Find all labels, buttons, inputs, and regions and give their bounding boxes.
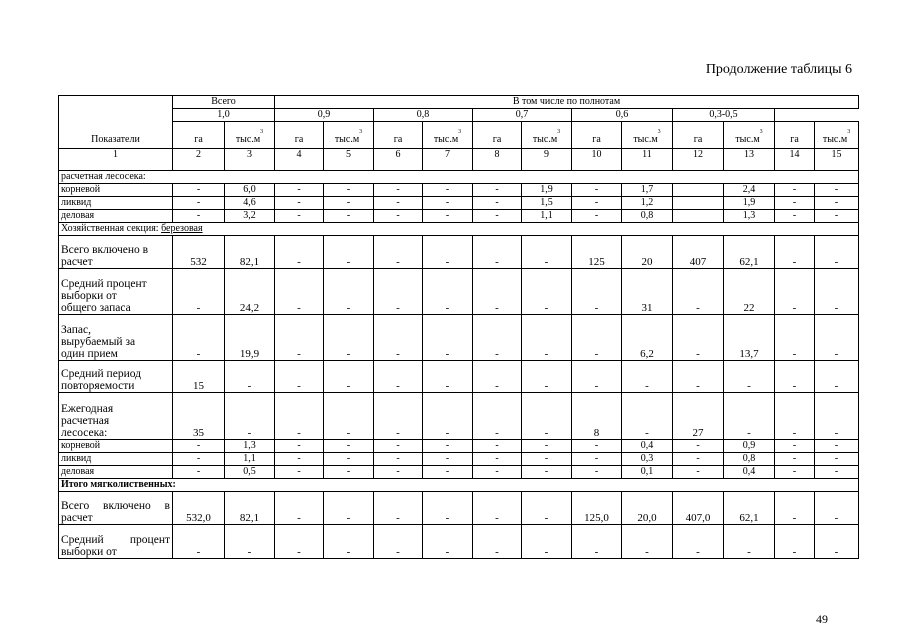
cell-value: - <box>775 525 815 559</box>
cell-value: 82,1 <box>225 236 275 269</box>
cell-value: - <box>724 525 775 559</box>
cell-value: 82,1 <box>225 492 275 525</box>
cell-value: 0,9 <box>724 440 775 453</box>
unit-ha: га <box>473 122 522 149</box>
row-label-line: Запас, <box>61 324 91 336</box>
cell-value: - <box>374 440 423 453</box>
unit-volume-text: тыс.м <box>735 134 760 145</box>
cell-value: - <box>473 466 522 479</box>
row-label: ликвид <box>59 453 173 466</box>
row-label-line: Средний процент <box>61 534 170 546</box>
cell-value: - <box>815 210 859 223</box>
cell-value: - <box>572 197 622 210</box>
cell-value: - <box>374 184 423 197</box>
cell-value: - <box>173 453 225 466</box>
density-header: 0,9 <box>275 109 374 122</box>
unit-volume <box>423 122 473 149</box>
unit-volume-text: тыс.м <box>822 134 848 145</box>
cell-value: - <box>275 269 324 315</box>
cell-value: - <box>572 184 622 197</box>
cell-value: - <box>775 210 815 223</box>
cell-value: 24,2 <box>225 269 275 315</box>
cell-value: - <box>775 197 815 210</box>
row-label-line: Средний период <box>61 368 141 380</box>
unit-volume <box>622 122 673 149</box>
cell-value: - <box>522 466 572 479</box>
column-number: 10 <box>572 149 622 171</box>
cell-value: - <box>423 197 473 210</box>
cell-value: - <box>815 315 859 361</box>
cell-value: - <box>522 393 572 440</box>
unit-volume-text: тыс.м <box>334 134 360 145</box>
cell-value: - <box>775 440 815 453</box>
table-row <box>59 466 859 479</box>
cell-value: - <box>423 393 473 440</box>
header-total: Всего <box>173 96 275 109</box>
density-header: 0,8 <box>374 109 473 122</box>
cell-value <box>673 197 724 210</box>
table-row <box>59 361 859 393</box>
cell-value: - <box>275 236 324 269</box>
cell-value: - <box>522 361 572 393</box>
cell-value: 0,4 <box>622 440 673 453</box>
cell-value: - <box>324 453 374 466</box>
cell-value: 1,1 <box>225 453 275 466</box>
cell-value: - <box>473 440 522 453</box>
cell-value: - <box>473 453 522 466</box>
cell-value: - <box>423 453 473 466</box>
cell-value: 1,3 <box>724 210 775 223</box>
cell-value: - <box>572 361 622 393</box>
cell-value: - <box>374 453 423 466</box>
cell-value: - <box>275 466 324 479</box>
cell-value: - <box>275 361 324 393</box>
section-partial-label: расчетная лесосека: <box>61 171 146 182</box>
cell-value: - <box>173 197 225 210</box>
column-number: 13 <box>724 149 775 171</box>
cell-value: - <box>324 210 374 223</box>
density-header: 1,0 <box>173 109 275 122</box>
cell-value: - <box>572 210 622 223</box>
cell-value: - <box>275 440 324 453</box>
cell-value: 31 <box>622 269 673 315</box>
cell-value: 4,6 <box>225 197 275 210</box>
cell-value: - <box>374 210 423 223</box>
density-header: 0,7 <box>473 109 572 122</box>
unit-volume-sup: 3 <box>557 129 561 135</box>
row-label-line: повторяемости <box>61 380 135 392</box>
cell-value: - <box>374 492 423 525</box>
cell-value: - <box>522 236 572 269</box>
unit-volume-text: тыс.м <box>433 134 459 145</box>
cell-value: - <box>622 361 673 393</box>
row-label-line: Ежегодная <box>61 403 114 415</box>
section-birch-name: березовая <box>161 223 203 234</box>
cell-value: - <box>423 269 473 315</box>
cell-value: 407 <box>673 236 724 269</box>
row-label: деловая <box>59 466 173 479</box>
cell-value: - <box>775 184 815 197</box>
cell-value: - <box>374 315 423 361</box>
forest-table <box>58 95 859 559</box>
density-header: 0,6 <box>572 109 673 122</box>
cell-value: - <box>775 315 815 361</box>
row-label <box>59 269 173 315</box>
cell-value: - <box>473 269 522 315</box>
cell-value: - <box>473 361 522 393</box>
cell-value: 35 <box>173 393 225 440</box>
row-label-line: расчетная <box>61 415 110 427</box>
unit-volume <box>225 122 275 149</box>
cell-value: - <box>423 466 473 479</box>
cell-value: - <box>324 393 374 440</box>
cell-value: - <box>374 466 423 479</box>
cell-value: 3,2 <box>225 210 275 223</box>
cell-value: - <box>423 440 473 453</box>
column-number: 6 <box>374 149 423 171</box>
cell-value: 22 <box>724 269 775 315</box>
unit-volume-sup: 3 <box>847 129 851 135</box>
row-label: ликвид <box>59 197 173 210</box>
unit-volume-sup: 3 <box>759 129 763 135</box>
cell-value: - <box>622 393 673 440</box>
cell-value: 0,5 <box>225 466 275 479</box>
cell-value: - <box>815 184 859 197</box>
cell-value: - <box>775 361 815 393</box>
cell-value: - <box>324 236 374 269</box>
cell-value: - <box>724 361 775 393</box>
cell-value: - <box>473 184 522 197</box>
row-label-line: выборки от <box>61 290 117 302</box>
cell-value: - <box>275 315 324 361</box>
cell-value: - <box>522 492 572 525</box>
cell-value: - <box>522 525 572 559</box>
cell-value: - <box>572 315 622 361</box>
cell-value: 27 <box>673 393 724 440</box>
table-row <box>59 393 859 440</box>
cell-value: - <box>324 440 374 453</box>
cell-value: 1,9 <box>522 184 572 197</box>
table-row <box>59 210 859 223</box>
row-label-line: Всего включено в <box>61 244 149 256</box>
cell-value: - <box>815 492 859 525</box>
cell-value: - <box>815 453 859 466</box>
cell-value: - <box>173 269 225 315</box>
row-label-line: один прием <box>61 348 118 360</box>
row-label <box>59 525 173 559</box>
cell-value: - <box>473 210 522 223</box>
cell-value: - <box>673 315 724 361</box>
unit-volume <box>324 122 374 149</box>
cell-value: 62,1 <box>724 236 775 269</box>
row-label <box>59 361 173 393</box>
cell-value: 62,1 <box>724 492 775 525</box>
cell-value: - <box>775 393 815 440</box>
cell-value: 532 <box>173 236 225 269</box>
table-row <box>59 315 859 361</box>
cell-value: - <box>815 393 859 440</box>
unit-volume-sup: 3 <box>657 129 661 135</box>
unit-volume <box>522 122 572 149</box>
cell-value: 2,4 <box>724 184 775 197</box>
section-row <box>59 171 859 184</box>
cell-value: - <box>275 453 324 466</box>
cell-value: - <box>225 525 275 559</box>
cell-value: - <box>423 361 473 393</box>
cell-value: - <box>522 453 572 466</box>
cell-value: - <box>275 184 324 197</box>
cell-value: - <box>324 492 374 525</box>
cell-value: 20 <box>622 236 673 269</box>
cell-value: 6,0 <box>225 184 275 197</box>
cell-value: - <box>275 210 324 223</box>
cell-value: - <box>622 525 673 559</box>
table-row <box>59 492 859 525</box>
cell-value: 15 <box>173 361 225 393</box>
cell-value: 1,3 <box>225 440 275 453</box>
unit-volume-sup: 3 <box>458 129 462 135</box>
cell-value: - <box>374 197 423 210</box>
row-label-line: лесосека: <box>61 427 108 439</box>
column-number: 4 <box>275 149 324 171</box>
cell-value: - <box>724 393 775 440</box>
cell-value: - <box>324 197 374 210</box>
cell-value: 0,3 <box>622 453 673 466</box>
cell-value: - <box>673 525 724 559</box>
cell-value: - <box>673 440 724 453</box>
cell-value: 0,4 <box>724 466 775 479</box>
section-title <box>59 171 859 184</box>
cell-value: - <box>473 236 522 269</box>
cell-value: - <box>173 440 225 453</box>
cell-value: 1,9 <box>724 197 775 210</box>
cell-value: 19,9 <box>225 315 275 361</box>
cell-value: 125 <box>572 236 622 269</box>
row-label-line: Всего включено в <box>61 500 170 512</box>
cell-value: - <box>173 210 225 223</box>
row-label <box>59 315 173 361</box>
unit-ha: га <box>572 122 622 149</box>
cell-value: - <box>673 466 724 479</box>
cell-value: - <box>572 269 622 315</box>
unit-ha: га <box>374 122 423 149</box>
section-row <box>59 223 859 236</box>
cell-value: 1,5 <box>522 197 572 210</box>
header-indicators: Показатели <box>59 96 173 149</box>
section-row <box>59 479 859 492</box>
cell-value: - <box>374 393 423 440</box>
cell-value: - <box>522 440 572 453</box>
unit-volume-text: тыс.м <box>532 134 558 145</box>
cell-value: - <box>775 236 815 269</box>
cell-value: 0,8 <box>622 210 673 223</box>
cell-value: - <box>423 315 473 361</box>
column-number: 2 <box>173 149 225 171</box>
cell-value: - <box>473 315 522 361</box>
cell-value: - <box>374 525 423 559</box>
column-number: 14 <box>775 149 815 171</box>
cell-value: 125,0 <box>572 492 622 525</box>
column-number: 8 <box>473 149 522 171</box>
cell-value: - <box>275 525 324 559</box>
cell-value: 1,2 <box>622 197 673 210</box>
cell-value: - <box>324 269 374 315</box>
column-number: 12 <box>673 149 724 171</box>
unit-ha: га <box>275 122 324 149</box>
unit-ha: га <box>673 122 724 149</box>
cell-value: - <box>572 453 622 466</box>
table-row <box>59 525 859 559</box>
column-number: 3 <box>225 149 275 171</box>
cell-value: 407,0 <box>673 492 724 525</box>
cell-value: - <box>775 453 815 466</box>
cell-value: - <box>815 440 859 453</box>
cell-value: - <box>473 525 522 559</box>
cell-value: 0,8 <box>724 453 775 466</box>
unit-ha: га <box>173 122 225 149</box>
cell-value: 1,7 <box>622 184 673 197</box>
unit-volume <box>724 122 775 149</box>
cell-value: - <box>815 466 859 479</box>
table-row <box>59 453 859 466</box>
cell-value: - <box>775 466 815 479</box>
row-label: корневой <box>59 184 173 197</box>
column-number: 7 <box>423 149 473 171</box>
column-number: 5 <box>324 149 374 171</box>
cell-value: - <box>673 269 724 315</box>
cell-value: 8 <box>572 393 622 440</box>
unit-volume-sup: 3 <box>359 129 363 135</box>
cell-value: - <box>572 525 622 559</box>
cell-value: 1,1 <box>522 210 572 223</box>
row-label <box>59 492 173 525</box>
section-title <box>59 223 859 236</box>
cell-value: - <box>374 361 423 393</box>
column-number: 1 <box>59 149 173 171</box>
cell-value: - <box>473 492 522 525</box>
unit-ha: га <box>775 122 815 149</box>
cell-value: - <box>324 184 374 197</box>
cell-value: - <box>225 361 275 393</box>
cell-value: 13,7 <box>724 315 775 361</box>
cell-value: - <box>673 361 724 393</box>
cell-value: - <box>324 361 374 393</box>
section-birch-prefix: Хозяйственная секция: <box>61 223 162 234</box>
cell-value: - <box>673 453 724 466</box>
column-number: 15 <box>815 149 859 171</box>
row-label <box>59 393 173 440</box>
cell-value: - <box>275 197 324 210</box>
cell-value: 6,2 <box>622 315 673 361</box>
row-label <box>59 236 173 269</box>
cell-value: - <box>815 361 859 393</box>
unit-volume-text: тыс.м <box>633 134 658 145</box>
table-row <box>59 184 859 197</box>
cell-value: - <box>815 236 859 269</box>
cell-value: 0,1 <box>622 466 673 479</box>
cell-value: - <box>275 492 324 525</box>
cell-value: 532,0 <box>173 492 225 525</box>
cell-value: - <box>815 197 859 210</box>
cell-value: - <box>225 393 275 440</box>
cell-value: 20,0 <box>622 492 673 525</box>
table-row <box>59 269 859 315</box>
cell-value: - <box>473 393 522 440</box>
cell-value: - <box>423 236 473 269</box>
row-label-line: выборки от <box>61 546 117 558</box>
row-label-line: Средний процент <box>61 278 147 290</box>
cell-value: - <box>275 393 324 440</box>
cell-value: - <box>173 525 225 559</box>
row-label: деловая <box>59 210 173 223</box>
column-number: 9 <box>522 149 572 171</box>
cell-value: - <box>324 315 374 361</box>
table-row <box>59 236 859 269</box>
cell-value: - <box>423 184 473 197</box>
density-header: 0,3-0,5 <box>673 109 775 122</box>
section-total-label: Итого мягколиственных: <box>61 479 176 490</box>
row-label-line: расчет <box>61 256 93 268</box>
cell-value: - <box>423 210 473 223</box>
table-caption: Продолжение таблицы 6 <box>705 62 852 77</box>
cell-value <box>673 210 724 223</box>
cell-value: - <box>775 269 815 315</box>
cell-value: - <box>473 197 522 210</box>
table-row <box>59 440 859 453</box>
cell-value: - <box>324 466 374 479</box>
cell-value: - <box>522 315 572 361</box>
cell-value <box>673 184 724 197</box>
cell-value: - <box>173 315 225 361</box>
cell-value: - <box>522 269 572 315</box>
cell-value: - <box>374 236 423 269</box>
cell-value: - <box>324 525 374 559</box>
page-number: 49 <box>816 612 828 626</box>
unit-volume <box>815 122 859 149</box>
unit-volume-sup: 3 <box>260 129 264 135</box>
cell-value: - <box>423 525 473 559</box>
cell-value: - <box>815 525 859 559</box>
cell-value: - <box>374 269 423 315</box>
cell-value: - <box>572 466 622 479</box>
row-label-line: расчет <box>61 512 93 524</box>
row-label-line: общего запаса <box>61 302 131 314</box>
cell-value: - <box>173 466 225 479</box>
row-label: корневой <box>59 440 173 453</box>
cell-value: - <box>572 440 622 453</box>
cell-value: - <box>173 184 225 197</box>
row-label-line: вырубаемый за <box>61 336 136 348</box>
column-number: 11 <box>622 149 673 171</box>
unit-volume-text: тыс.м <box>235 134 261 145</box>
header-by-density: В том числе по полнотам <box>275 96 859 109</box>
cell-value: - <box>815 269 859 315</box>
cell-value: - <box>775 492 815 525</box>
table-row <box>59 197 859 210</box>
section-title <box>59 479 859 492</box>
cell-value: - <box>423 492 473 525</box>
